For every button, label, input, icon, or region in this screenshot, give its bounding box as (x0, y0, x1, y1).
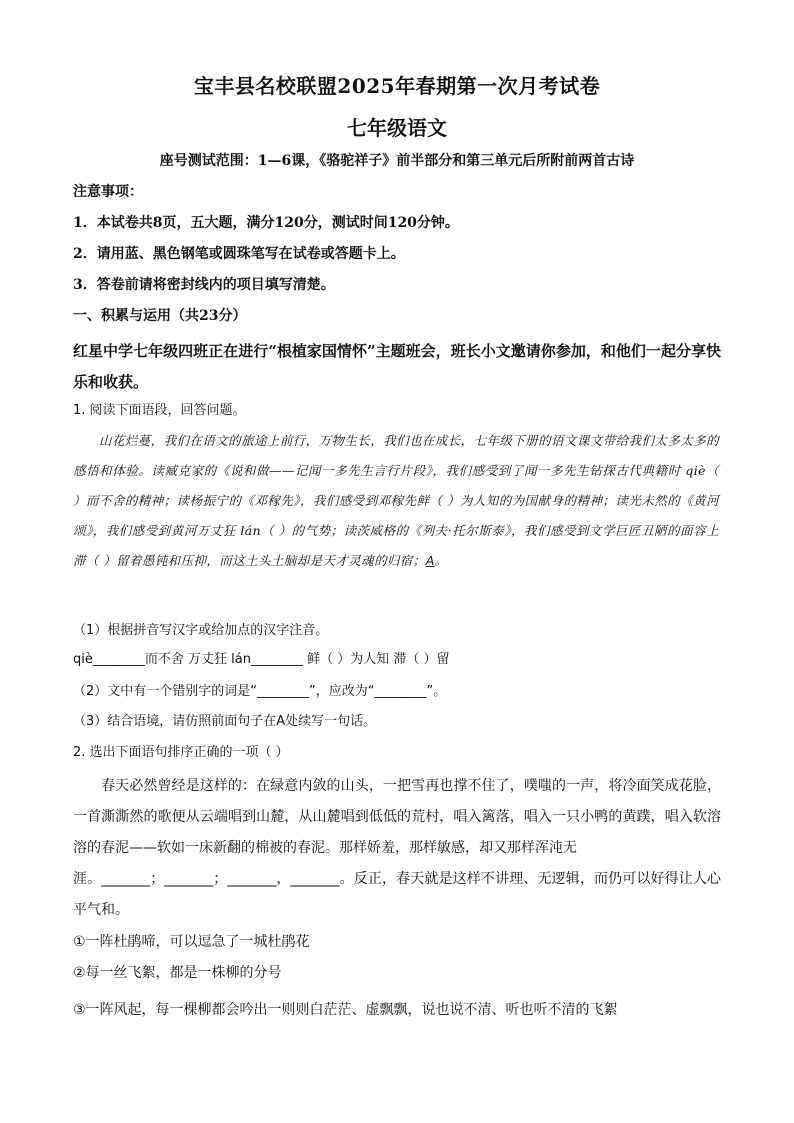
question-2-passage (73, 771, 721, 864)
question-2-stem: 2. 选出下面语句排序正确的一项（ ） (73, 745, 289, 760)
exam-title: 宝丰县名校联盟2025年春期第一次月考试卷 (193, 74, 601, 98)
notes-item-1: 1．本试卷共8页，五大题，满分120分，测试时间120分钟。 (73, 215, 459, 231)
option-3: ③一阵风起，每一棵柳都会吟出一则则白茫茫、虚飘飘，说也说不清、听也听不清的飞絮 (73, 1002, 618, 1018)
section-1-heading: 一、积累与运用（共23分） (73, 308, 247, 324)
option-2: ②每一丝飞絮，都是一株柳的分号 (73, 965, 282, 981)
question-1-sub-1: （1）根据拼音写汉字或给加点的汉字注音。 (73, 623, 329, 638)
question-1-sub-2: （2）文中有一个错别字的词是“________”，应改为“________”。 (73, 684, 447, 699)
question-1-passage (73, 426, 719, 576)
question-2-passage-cont: 涯。_______；_______；_______，_______。反正，春天就是这样不讲理、无逻辑，而仍可以好得让人心平气和。 (73, 871, 721, 918)
notes-item-3: 3．答卷前请将密封线内的项目填写清楚。 (73, 277, 335, 293)
passage-1-text: 山花烂蔓，我们在语文的旅途上前行，万物生长，我们也在成长，七年级下册的语文课文带给我们太多太多的感悟和体验。读臧克家的《说和做——记闻一多先生言行片段》，我们感受到了闻一多先生钻探古代典籍时 qiè（ ）而不舍的精神；读杨振宁的《邓稼先》，我们感受到邓稼先鲜（ ）为人知的为国献身的精神；读光未然的《黄河颂》，我们感受到黄河万丈狂 lán（ ）的气势；读茨威格的《列夫·托尔斯泰》，我们感受到文学巨匠丑陋的面容上滞（ ）留着愚钝和压抑，而这土头土脑却是天才灵魂的归宿； (73, 433, 719, 568)
passage-2-text-a: 春天必然曾经是这样的：在绿意内敛的山头，一把雪再也撑不住了，噗嗤的一声，将冷面笑成花脸，一首澌澌然的歌便从云端唱到山麓，从山麓唱到低低的荒村，唱入篱落，唱入一只小鸭的黄蹼，唱入软溶溶的春泥——软如一床新翻的棉被的春泥。那样娇羞，那样敏感，却又那样浑沌无 (73, 778, 721, 856)
notes-heading: 注意事项： (73, 184, 143, 200)
passage-1-marker-a: A (425, 553, 435, 568)
exam-scope: 座号测试范围：1—6课，《骆驼祥子》前半部分和第三单元后所附前两首古诗 (159, 153, 635, 169)
question-1-stem: 1. 阅读下面语段，回答问题。 (73, 403, 246, 418)
notes-item-2: 2．请用蓝、黑色钢笔或圆珠笔写在试卷或答题卡上。 (73, 246, 405, 262)
passage-1-end: 。 (434, 553, 448, 568)
option-1: ①一阵杜鹃啼，可以逗急了一城杜鹃花 (73, 934, 310, 950)
question-1-sub-1-blanks: qiè________而不舍 万丈狂 lán________ 鲜（ ）为人知 滞（ ）留 (73, 652, 450, 667)
exam-subtitle: 七年级语文 (347, 116, 447, 140)
question-1-sub-3: （3）结合语境，请仿照前面句子在A处续写一句话。 (73, 714, 377, 729)
section-1-intro: 红星中学七年级四班正在进行“根植家国情怀”主题班会，班长小文邀请你参加，和他们一起分享快乐和收获。 (73, 342, 721, 391)
